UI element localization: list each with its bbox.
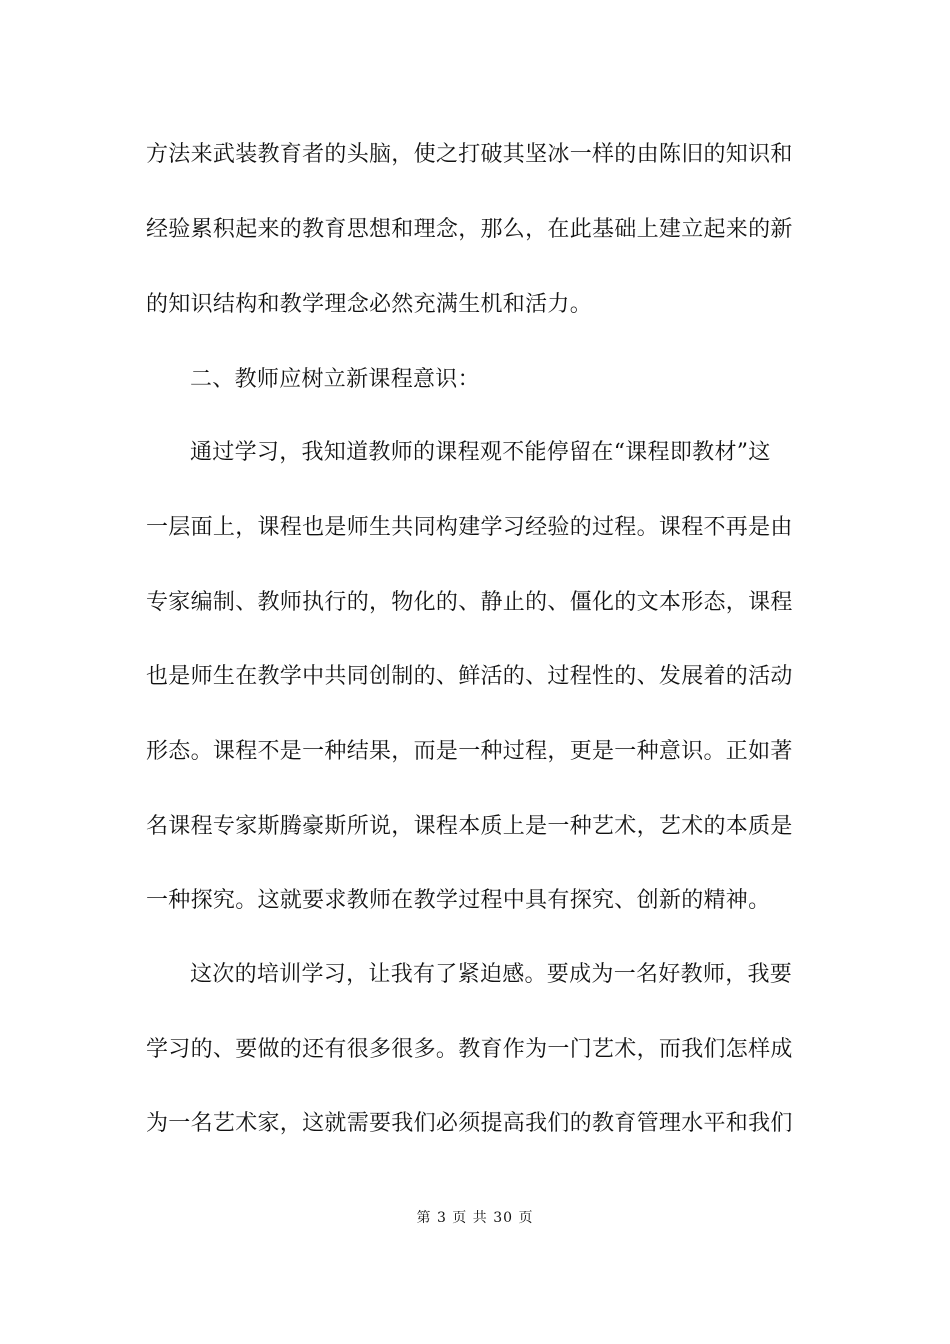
body-line-5: 通过学习，我知道教师的课程观不能停留在“课程即教材”这 [190, 440, 771, 465]
body-line-10: 名课程专家斯腾豪斯所说，课程本质上是一种艺术，艺术的本质是 [146, 814, 793, 839]
body-line-14: 为一名艺术家，这就需要我们必须提高我们的教育管理水平和我们 [146, 1111, 793, 1136]
body-line-7: 专家编制、教师执行的，物化的、静止的、僵化的文本形态，课程 [146, 590, 793, 615]
body-line-12: 这次的培训学习，让我有了紧迫感。要成为一名好教师，我要 [190, 962, 793, 987]
body-line-3: 的知识结构和教学理念必然充满生机和活力。 [146, 292, 593, 317]
body-line-8: 也是师生在教学中共同创制的、鲜活的、过程性的、发展着的活动 [146, 664, 793, 689]
body-line-2: 经验累积起来的教育思想和理念，那么，在此基础上建立起来的新 [146, 217, 793, 242]
body-line-9: 形态。课程不是一种结果，而是一种过程，更是一种意识。正如著 [146, 739, 793, 764]
section-heading: 二、教师应树立新课程意识： [190, 367, 480, 392]
body-line-6: 一层面上，课程也是师生共同构建学习经验的过程。课程不再是由 [146, 515, 793, 540]
body-line-13: 学习的、要做的还有很多很多。教育作为一门艺术，而我们怎样成 [146, 1037, 793, 1062]
page-number: 第 3 页 共 30 页 [416, 1210, 534, 1226]
body-line-11: 一种探究。这就要求教师在教学过程中具有探究、创新的精神。 [146, 888, 771, 913]
body-line-1: 方法来武装教育者的头脑，使之打破其坚冰一样的由陈旧的知识和 [146, 142, 793, 167]
